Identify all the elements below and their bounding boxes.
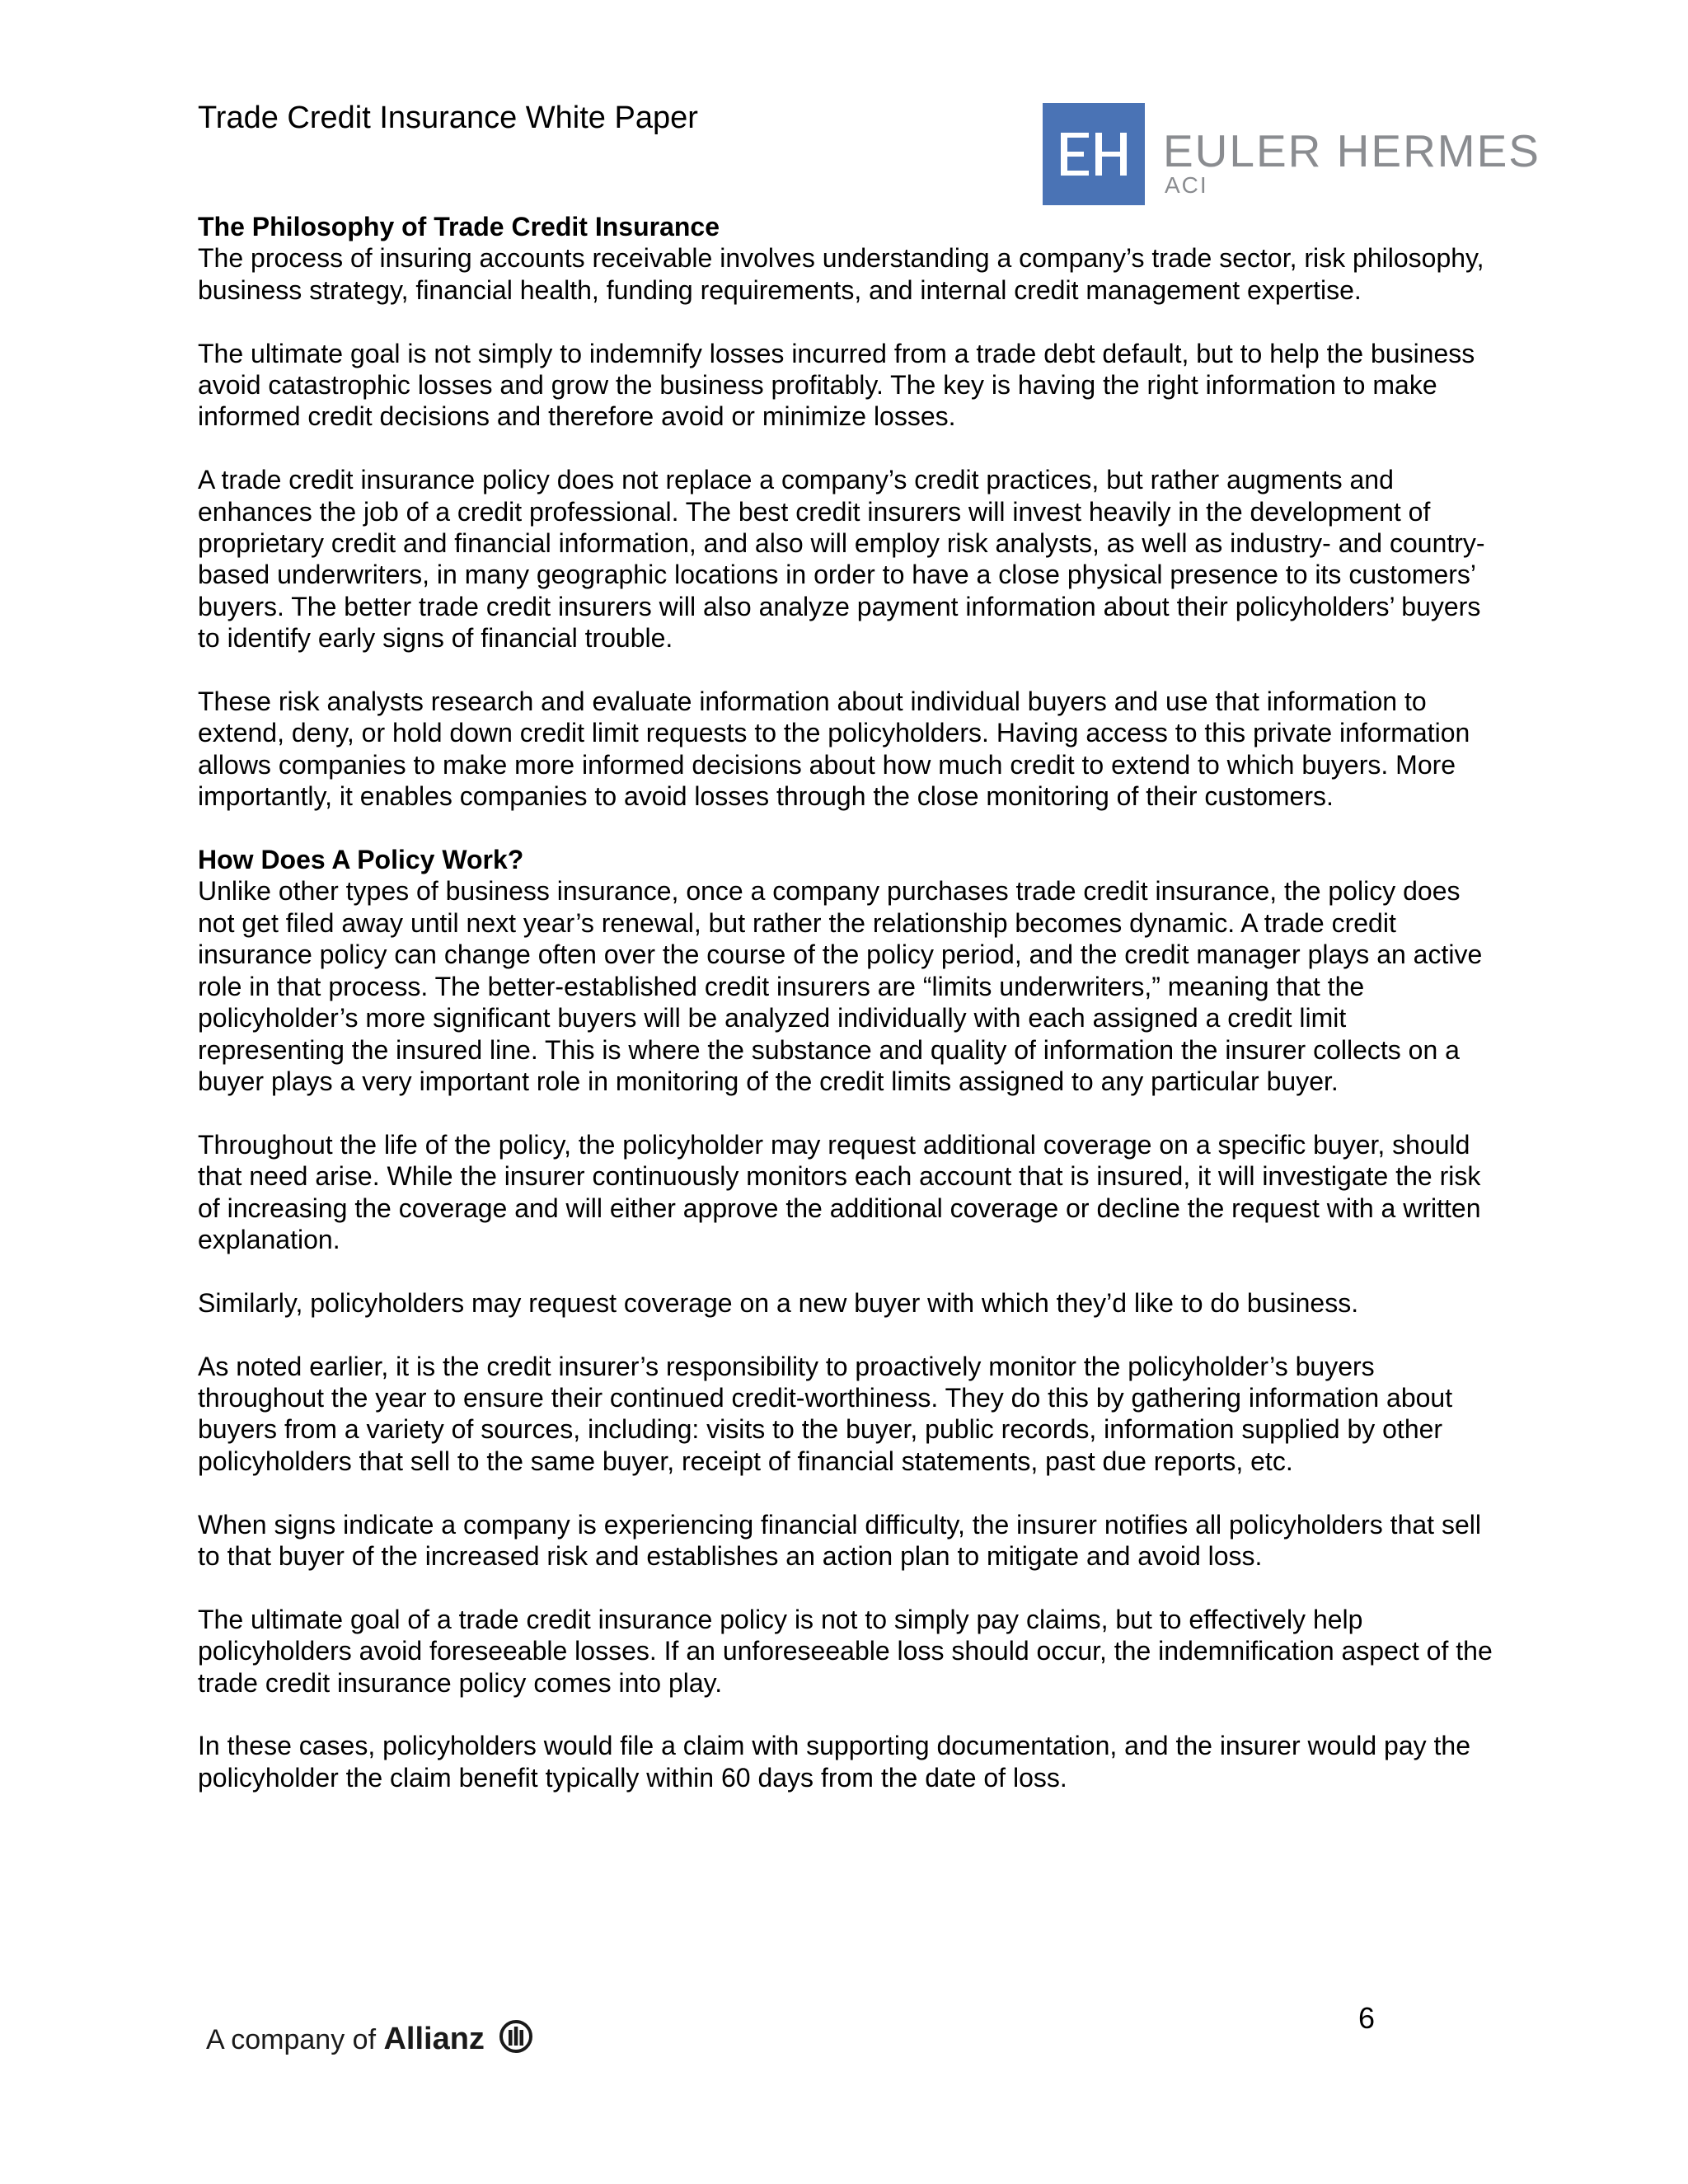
allianz-eagle-icon	[499, 2019, 533, 2061]
section-heading: How Does A Policy Work?	[198, 845, 524, 875]
paragraph: The ultimate goal is not simply to indemnify losses incurred from a trade debt default, but to help the business avoid catastrophic losses and grow the business profitably. The key is having the right information to make informed credit decisions and therefore avoid or minimize losses.	[198, 338, 1475, 432]
eh-monogram-icon	[1043, 103, 1145, 205]
section-heading: The Philosophy of Trade Credit Insurance	[198, 212, 720, 241]
paragraph: Unlike other types of business insurance, once a company purchases trade credit insurance, the policy does not get filed away until next year’s renewal, but rather the relationship becomes dynamic. A trade credit insurance policy can change often over the course of the policy period, and the credit manager plays an active role in that process. The better-established credit insurers are “limits underwriters,” meaning that the policyholder’s more significant buyers will be analyzed individually with each assigned a credit limit representing the insured line. This is where the substance and quality of information the insurer collects on a buyer plays a very important role in monitoring of the credit limits assigned to any particular buyer.	[198, 876, 1483, 1096]
paragraph: As noted earlier, it is the credit insurer’s responsibility to proactively monitor the policyholder’s buyers throughout the year to ensure their continued credit-worthiness. They do this by gathering information about buyers from a variety of sources, including: visits to the buyer, public records, information supplied by other policyholders that sell to the same buyer, receipt of financial statements, past due reports, etc.	[198, 1351, 1453, 1476]
paragraph: These risk analysts research and evaluate information about individual buyers and use that information to extend, deny, or hold down credit limit requests to the policyholders. Having access to this private information allows companies to make more informed decisions about how much credit to extend to which buyers. More importantly, it enables companies to avoid losses through the close monitoring of their customers.	[198, 687, 1470, 812]
company-brand: Allianz	[383, 2022, 485, 2056]
company-prefix: A company of	[206, 2024, 377, 2055]
paragraph: A trade credit insurance policy does not replace a company’s credit practices, but rather augments and enhances the job of a credit professional. The best credit insurers will invest heavily in the development of proprietary credit and financial information, and also will employ risk analysts, as well as industry- and country-based underwriters, in many geographic locations in order to have a close physical presence to its customers’ buyers. The better trade credit insurers will also analyze payment information about their policyholders’ buyers to identify early signs of financial trouble.	[198, 465, 1485, 654]
section-policy-work	[198, 844, 1500, 1793]
footer-company	[206, 2019, 533, 2061]
euler-hermes-logo	[1043, 103, 1540, 205]
page-number: 6	[1358, 2001, 1376, 2035]
paragraph: The ultimate goal of a trade credit insurance policy is not to simply pay claims, but to effectively help policyholders avoid foreseeable losses. If an unforeseeable loss should occur, the indemnification aspect of the trade credit insurance policy comes into play.	[198, 1604, 1493, 1698]
paragraph: Similarly, policyholders may request coverage on a new buyer with which they’d like to do business.	[198, 1287, 1359, 1318]
paragraph: When signs indicate a company is experiencing financial difficulty, the insurer notifies all policyholders that sell to that buyer of the increased risk and establishes an action plan to mitigate and avoid loss.	[198, 1509, 1481, 1571]
paragraph: The process of insuring accounts receivable involves understanding a company’s trade sector, risk philosophy, business strategy, financial health, funding requirements, and internal credit management expertise.	[198, 243, 1484, 305]
paragraph: Throughout the life of the policy, the policyholder may request additional coverage on a specific buyer, should that need arise. While the insurer continuously monitors each account that is insured, it will investigate the risk of increasing the coverage and will either approve the additional coverage or decline the request with a written explanation.	[198, 1129, 1481, 1254]
document-title: Trade Credit Insurance White Paper	[198, 101, 698, 135]
page-body	[198, 211, 1500, 1793]
logo-brand-text: EULER HERMES	[1163, 125, 1540, 176]
section-philosophy	[198, 211, 1500, 813]
logo-sub-text: ACI	[1165, 172, 1208, 198]
paragraph: In these cases, policyholders would file a claim with supporting documentation, and the insurer would pay the policyholder the claim benefit typically within 60 days from the date of loss.	[198, 1731, 1470, 1793]
